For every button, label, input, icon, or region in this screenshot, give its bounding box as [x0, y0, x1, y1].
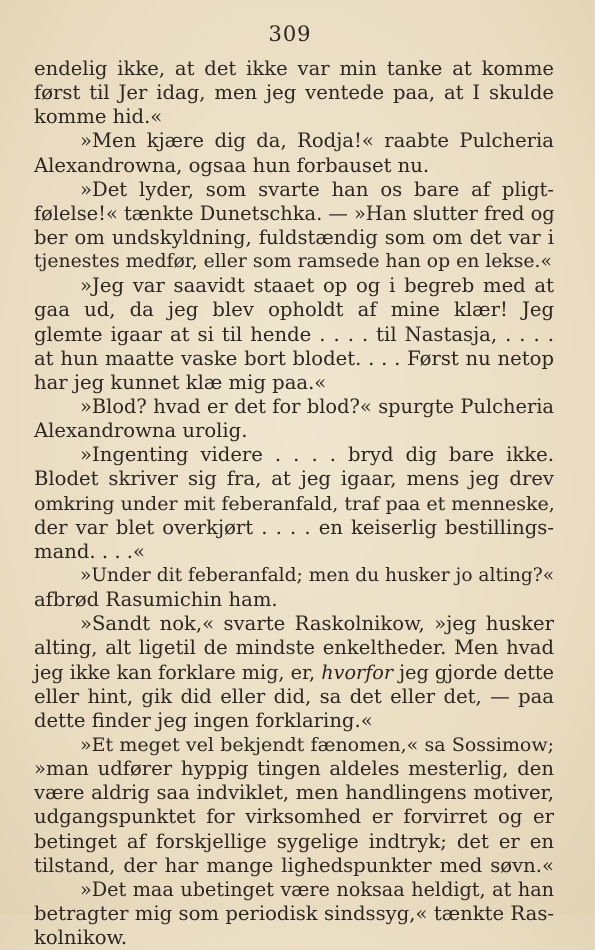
text-line: mand. . . .« — [34, 539, 146, 563]
text-line: Alexandrowna, ogsaa hun forbauset nu. — [34, 153, 430, 177]
text-line: »Det lyder, som svarte han os bare af pligt- — [80, 177, 554, 201]
text-line: har jeg kunnet klæ mig paa.« — [34, 370, 327, 394]
page-number: 309 — [268, 22, 312, 46]
text-line: betragter mig som periodisk sindssyg,« tænkte Ras- — [34, 901, 554, 925]
text-line: Alexandrowna urolig. — [34, 419, 248, 443]
text-line: endelig ikke, at det ikke var min tanke at komme — [34, 57, 554, 80]
text-line: »Ingenting videre . . . . bryd dig bare ikke. — [80, 443, 554, 467]
body-text — [34, 57, 554, 950]
text-line: tilstand, der har mange lighedspunkter med søvn.« — [34, 853, 554, 877]
text-line: følelse!« tænkte Dunetschka. — »Han slutter fred og — [34, 201, 555, 225]
text-line: glemte igaar at si til hende . . . . til Nastasja, . . . . — [34, 322, 554, 346]
text-line: at hun maatte vaske bort blodet. . . . Først nu netop — [34, 346, 554, 370]
text-line: der var blet overkjørt . . . . en keiserlig bestillings- — [34, 515, 554, 539]
text-line: først til Jer idag, men jeg ventede paa, at I skulde — [34, 81, 554, 105]
text-line: kolnikow. — [34, 926, 128, 950]
text-line: tjenestes medfør, eller som ramsede han op en lekse.« — [34, 251, 552, 273]
text-line: dette finder jeg ingen forklaring.« — [34, 708, 373, 732]
emphasis: hvorfor — [321, 660, 394, 684]
text-line: omkring under mit feberanfald, traf paa et menneske, — [34, 492, 555, 515]
text-line: »Men kjære dig da, Rodja!« raabte Pulcheria — [80, 129, 554, 153]
text-line: ber om undskyldning, fuldstændig som om det var i — [34, 225, 554, 249]
text-line: Blodet skriver sig fra, at jeg igaar, mens jeg drev — [34, 467, 554, 491]
text-line: afbrød Rasumichin ham. — [34, 588, 278, 612]
text-line: komme hid.« — [34, 105, 163, 129]
text-line: »Jeg var saavidt staaet op og i begreb med at — [80, 274, 554, 298]
text-line: alting, alt ligetil de mindste enkeltheder. Men hvad — [34, 636, 554, 660]
text-line: gaa ud, da jeg blev opholdt af mine klær! Jeg — [34, 298, 554, 322]
text-line: »Sandt nok,« svarte Raskolnikow, »jeg husker — [80, 612, 554, 636]
text-line: »Et meget vel bekjendt fænomen,« sa Sossimow; — [80, 733, 554, 756]
text-line: »man udfører hyppig tingen aldeles mesterlig, den — [34, 757, 554, 781]
text-line: jeg ikke kan forklare mig, er, hvorfor jeg gjorde dette — [34, 660, 554, 684]
text-line: betinget af forskjellige sygelige indtryk; det er en — [34, 829, 554, 853]
text-line: eller hint, gik did eller did, sa det eller det, — paa — [34, 684, 554, 708]
text-line: »Det maa ubetinget være noksaa heldigt, at han — [80, 877, 554, 901]
text-line: udgangspunktet for virksomhed er forvirret og er — [34, 805, 554, 829]
text-line: være aldrig saa indviklet, men handlingens motiver, — [34, 781, 554, 805]
text-line: »Blod? hvad er det for blod?« spurgte Pulcheria — [80, 394, 554, 418]
text-line: »Under dit feberanfald; men du husker jo alting?« — [80, 564, 555, 586]
